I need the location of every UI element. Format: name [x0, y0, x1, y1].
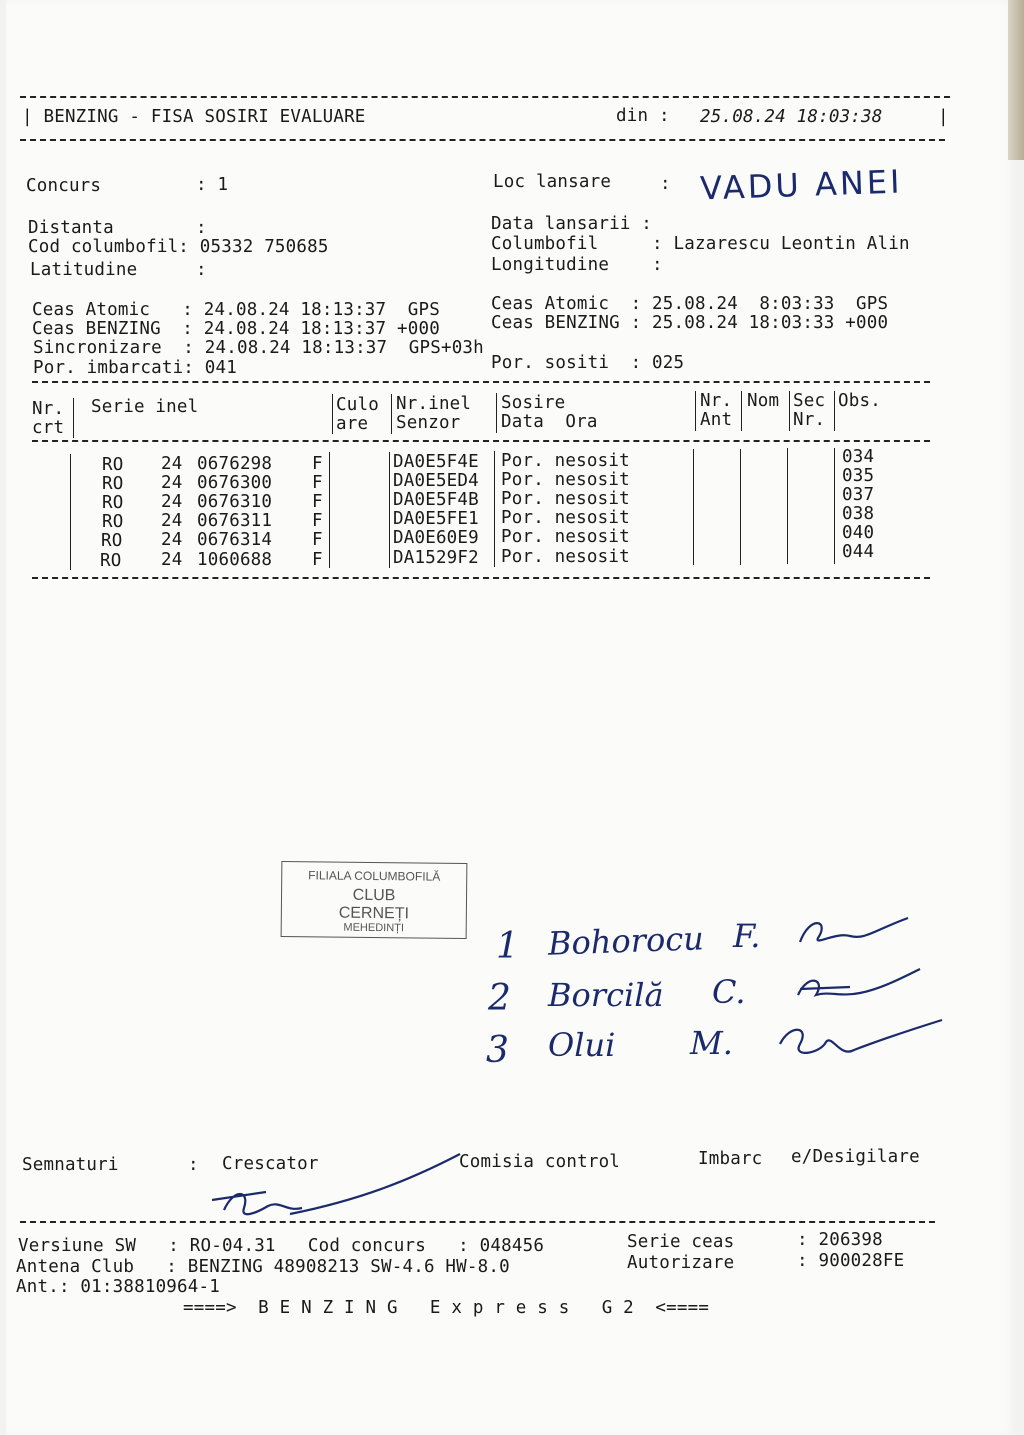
col-nr-inel: Nr.inel: [396, 394, 472, 414]
ceas-benzing-left: Ceas BENZING : 24.08.24 18:13:37 +000: [32, 319, 440, 339]
distanta-colon: :: [196, 218, 207, 238]
stamp-line-1: FILIALA COLUMBOFILĂ: [308, 868, 441, 884]
cell-sosire: Por. nesosit: [501, 547, 630, 567]
concurs-label: Concurs: [26, 176, 102, 196]
header-sep: [789, 391, 790, 431]
table-bottom-divider: [32, 577, 930, 579]
ceas-atomic-right: Ceas Atomic : 25.08.24 8:03:33 GPS: [491, 294, 889, 314]
commission-name: Bohorocu: [547, 919, 705, 963]
header-sep: [332, 394, 333, 434]
body-sep: [787, 448, 788, 564]
cell-senzor: DA0E5ED4: [393, 471, 479, 491]
report-title: | BENZING - FISA SOSIRI EVALUARE: [22, 107, 366, 127]
body-sep: [834, 448, 835, 564]
cell-obs: 040: [842, 523, 875, 543]
latitudine-label: Latitudine: [30, 260, 138, 280]
serie-ceas-label: Serie ceas: [627, 1232, 735, 1252]
cell-senzor: DA0E5F4E: [393, 452, 479, 472]
cell-tara: RO: [102, 493, 124, 513]
commission-num: 3: [486, 1030, 509, 1071]
header-sep: [741, 391, 742, 431]
distanta-label: Distanta: [28, 218, 114, 238]
body-sep: [389, 452, 390, 568]
longitudine: Longitudine :: [491, 255, 663, 275]
header-sep: [391, 394, 392, 434]
loc-lansare-colon: :: [660, 174, 671, 194]
serie-ceas-value: : 206398: [797, 1230, 883, 1250]
commission-initial: C.: [712, 973, 746, 1011]
cell-tara: RO: [102, 512, 124, 532]
cell-obs: 038: [842, 504, 875, 524]
versiune-sw: Versiune SW : RO-04.31 Cod concurs : 048456: [18, 1236, 545, 1256]
col-nr-ant-2: Ant: [700, 410, 733, 430]
commission-initial: M.: [690, 1024, 733, 1062]
cell-obs: 037: [842, 485, 875, 505]
col-sosire: Sosire: [501, 393, 566, 413]
loc-lansare-label: Loc lansare: [493, 172, 612, 192]
col-nom: Nom: [747, 391, 780, 411]
cell-obs: 044: [842, 542, 875, 562]
cell-senzor: DA1529F2: [393, 548, 479, 568]
desigilare-label: e/Desigilare: [791, 1147, 920, 1167]
ceas-atomic-left: Ceas Atomic : 24.08.24 18:13:37 GPS: [32, 300, 440, 320]
cell-senzor: DA0E60E9: [393, 528, 479, 548]
date-label: din :: [616, 106, 670, 126]
stamp-line-2: CLUB: [352, 886, 396, 905]
cell-sex: F: [312, 511, 323, 531]
semnaturi-label: Semnaturi: [22, 1155, 119, 1175]
col-nr: Nr.: [32, 399, 65, 419]
latitudine-colon: :: [196, 260, 207, 280]
header-sep: [695, 391, 696, 431]
header-sep: [834, 391, 835, 431]
cell-an: 24: [161, 473, 183, 493]
autorizare-label: Autorizare: [627, 1253, 735, 1273]
cod-columbofil: Cod columbofil: 05332 750685: [28, 237, 329, 257]
cell-an: 24: [161, 530, 183, 550]
cell-sosire: Por. nesosit: [501, 508, 630, 528]
signature-3: [770, 1014, 950, 1074]
cell-sex: F: [312, 454, 323, 474]
date-value: 25.08.24 18:03:38: [700, 107, 883, 127]
sincronizare: Sincronizare : 24.08.24 18:13:37 GPS+03h: [33, 338, 484, 358]
cell-sosire: Por. nesosit: [501, 470, 630, 490]
col-nr-ant-1: Nr.: [700, 391, 733, 411]
stamp-line-4: MEHEDINȚI: [343, 921, 405, 935]
cell-nr-inel: 0676311: [197, 511, 273, 531]
cell-tara: RO: [102, 455, 124, 475]
cell-nr-inel: 0676298: [197, 454, 273, 474]
signature-2: [790, 965, 930, 1015]
cell-senzor: DA0E5F4B: [393, 490, 479, 510]
cell-nr-inel: 1060688: [197, 550, 273, 570]
imbarcare-label: Imbarc: [698, 1149, 763, 1169]
col-sec: Sec: [793, 391, 826, 411]
header-sep: [496, 393, 497, 433]
col-obs: Obs.: [838, 391, 881, 411]
crescator-label: Crescator: [222, 1154, 319, 1174]
commission-num: 2: [488, 978, 511, 1019]
cell-sex: F: [312, 473, 323, 493]
cell-an: 24: [161, 550, 183, 570]
col-data-ora: Data Ora: [501, 412, 598, 432]
header-sep: [73, 398, 74, 438]
cell-obs: 035: [842, 466, 875, 486]
body-sep: [70, 454, 71, 570]
header-bottom-divider: [20, 139, 945, 141]
cell-tara: RO: [100, 551, 122, 571]
body-sep: [329, 452, 330, 568]
cell-tara: RO: [101, 531, 123, 551]
cell-sex: F: [312, 530, 323, 550]
porumbei-imbarcati: Por. imbarcati: 041: [33, 358, 237, 378]
stamp-line-3: CERNEȚI: [338, 904, 410, 923]
col-serie-inel: Serie inel: [91, 397, 199, 417]
semnaturi-colon: :: [188, 1155, 199, 1175]
paper-edge: [1008, 0, 1024, 160]
club-stamp: [281, 861, 468, 939]
antena-club: Antena Club : BENZING 48908213 SW-4.6 HW-8.0: [16, 1257, 510, 1277]
body-sep: [494, 451, 495, 567]
cell-sosire: Por. nesosit: [501, 489, 630, 509]
commission-name: Borcilă: [548, 976, 664, 1014]
col-crt: crt: [32, 418, 65, 438]
porumbei-sositi: Por. sositi : 025: [491, 353, 685, 373]
table-header-divider: [32, 440, 930, 442]
header-end-bar: |: [938, 107, 949, 127]
cell-an: 24: [161, 454, 183, 474]
antena-id: Ant.: 01:38810964-1: [16, 1277, 220, 1297]
commission-initial: F.: [733, 917, 761, 955]
cell-an: 24: [161, 492, 183, 512]
col-senzor: Senzor: [396, 413, 461, 433]
columbofil: Columbofil : Lazarescu Leontin Alin: [491, 234, 910, 254]
data-lansarii: Data lansarii :: [491, 214, 653, 234]
cell-nr-inel: 0676300: [197, 473, 273, 493]
autorizare-value: : 900028FE: [797, 1251, 905, 1271]
table-top-divider: [32, 381, 930, 383]
footer-divider: [20, 1221, 935, 1223]
crescator-signature: [210, 1150, 470, 1230]
col-culoare-1: Culo: [336, 395, 379, 415]
header-top-divider: [20, 96, 950, 98]
commission-name: Olui: [548, 1026, 616, 1064]
cell-nr-inel: 0676310: [197, 492, 273, 512]
col-culoare-2: are: [336, 414, 369, 434]
body-sep: [693, 449, 694, 565]
loc-lansare-handwritten: VADU ANEI: [699, 162, 904, 208]
commission-num: 1: [496, 926, 519, 967]
cell-sosire: Por. nesosit: [501, 527, 630, 547]
cell-senzor: DA0E5FE1: [393, 509, 479, 529]
col-sec-nr: Nr.: [793, 410, 826, 430]
cell-sex: F: [312, 550, 323, 570]
cell-tara: RO: [102, 474, 124, 494]
cell-nr-inel: 0676314: [197, 530, 273, 550]
body-sep: [740, 449, 741, 565]
signature-1: [790, 910, 920, 960]
cell-obs: 034: [842, 447, 875, 467]
cell-an: 24: [161, 511, 183, 531]
cell-sosire: Por. nesosit: [501, 451, 630, 471]
comisia-control-label: Comisia control: [459, 1152, 621, 1172]
ceas-benzing-right: Ceas BENZING : 25.08.24 18:03:33 +000: [491, 313, 889, 333]
benzing-express-banner: ====> B E N Z I N G E x p r e s s G 2 <====: [183, 1298, 710, 1318]
concurs-value: : 1: [196, 175, 229, 195]
cell-sex: F: [312, 492, 323, 512]
